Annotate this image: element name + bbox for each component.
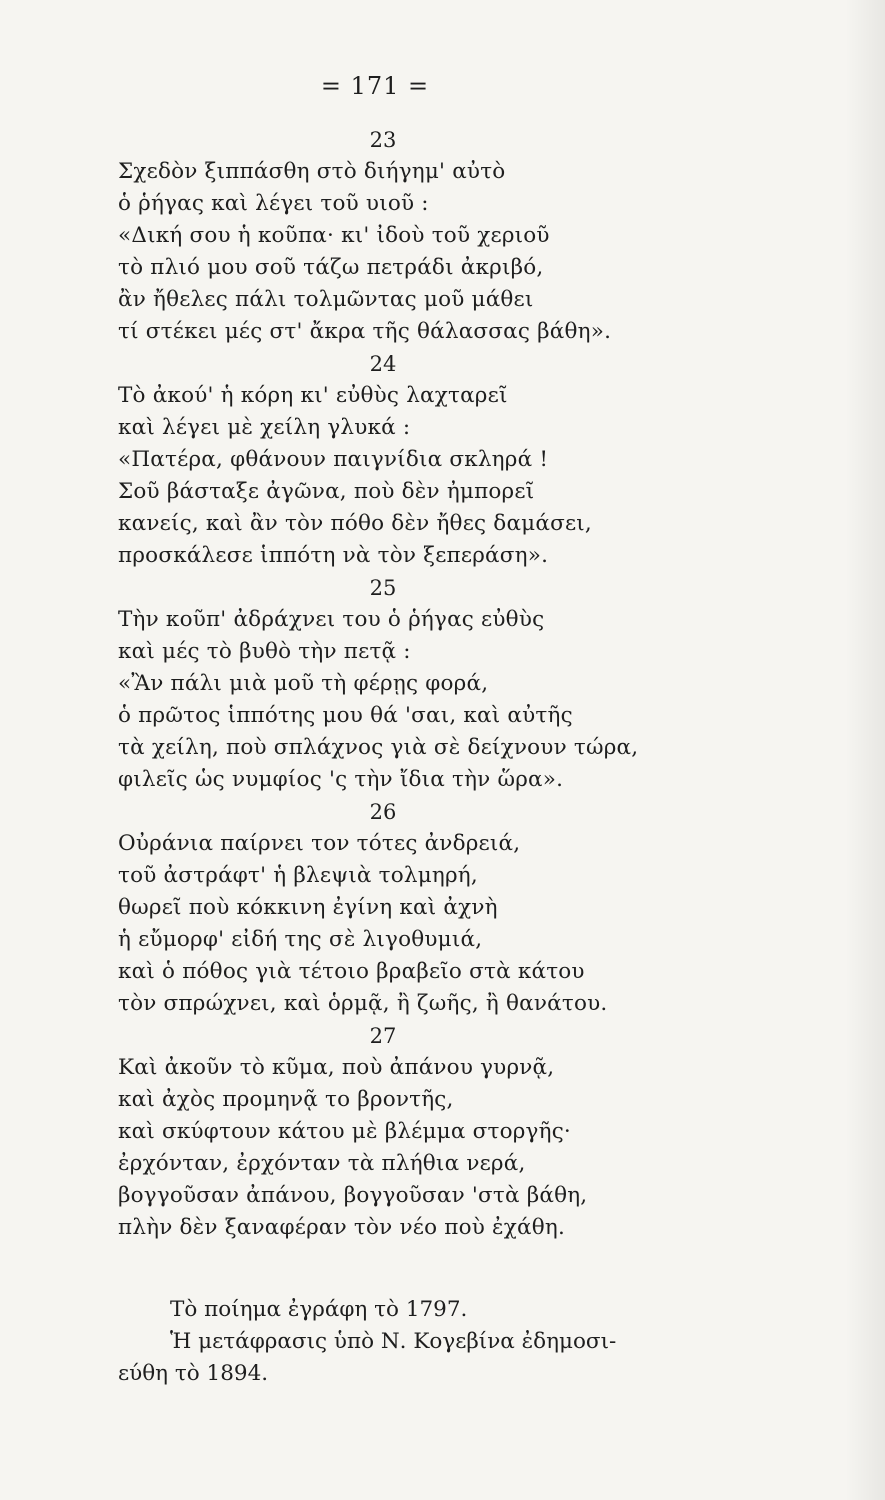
stanza-number: 27 [369, 1024, 397, 1048]
verse-line: «Δική σου ἡ κοῦπα· κι' ἰδοὺ τοῦ χεριοῦ [118, 223, 550, 248]
stanza-25 [118, 572, 718, 796]
note-line: Ἡ μετάφρασις ὑπὸ Ν. Κογεβίνα ἐδημοσι- [170, 1329, 617, 1354]
stanza-27 [118, 1020, 718, 1244]
verse-line: πλὴν δὲν ξαναφέραν τὸν νέο ποὺ ἐχάθη. [118, 1215, 565, 1240]
verse-line: θωρεῖ ποὺ κόκκινη ἐγίνη καὶ ἀχνὴ [118, 895, 498, 920]
poem-body [118, 124, 718, 1244]
footnote-block [118, 1294, 678, 1390]
verse-line: καὶ ἀχὸς προμηνᾷ το βροντῆς, [118, 1087, 454, 1112]
note-line: εύθη τὸ 1894. [118, 1361, 269, 1386]
verse-line: Οὐράνια παίρνει τον τότες ἀνδρειά, [118, 831, 521, 856]
page-number: = 171 = [320, 72, 430, 100]
stanza-23 [118, 124, 718, 348]
note-line: Τὸ ποίημα ἐγράφη τὸ 1797. [170, 1297, 468, 1322]
verse-line: καὶ ὁ πόθος γιὰ τέτοιο βραβεῖο στὰ κάτου [118, 959, 585, 984]
verse-line: φιλεῖς ὡς νυμφίος 'ς τὴν ἴδια τὴν ὥρα». [118, 767, 564, 792]
page-edge-shadow [845, 0, 885, 1500]
verse-line: τὸν σπρώχνει, καὶ ὁρμᾷ, ἢ ζωῆς, ἢ θανάτου. [118, 991, 608, 1016]
stanza-number: 23 [369, 128, 397, 152]
verse-line: καὶ λέγει μὲ χείλη γλυκά : [118, 415, 411, 440]
stanza-24 [118, 348, 718, 572]
verse-line: βογγοῦσαν ἀπάνου, βογγοῦσαν 'στὰ βάθη, [118, 1183, 588, 1208]
verse-line: «Πατέρα, φθάνουν παιγνίδια σκληρά ! [118, 447, 549, 472]
verse-line: Σοῦ βάσταξε ἀγῶνα, ποὺ δὲν ἠμπορεῖ [118, 479, 535, 504]
verse-line: Καὶ ἀκοῦν τὸ κῦμα, ποὺ ἀπάνου γυρνᾷ, [118, 1055, 555, 1080]
verse-line: Τὴν κοῦπ' ἀδράχνει του ὁ ῥήγας εὐθὺς [118, 607, 545, 632]
verse-line: τοῦ ἀστράφτ' ἡ βλεψιὰ τολμηρή, [118, 863, 478, 888]
verse-line: ἐρχόνταν, ἐρχόνταν τὰ πλήθια νερά, [118, 1151, 526, 1176]
verse-line: ἂν ἤθελες πάλι τολμῶντας μοῦ μάθει [118, 287, 534, 312]
verse-line: προσκάλεσε ἱππότη νὰ τὸν ξεπεράση». [118, 543, 549, 568]
verse-line: ὁ πρῶτος ἱππότης μου θά 'σαι, καὶ αὐτῆς [118, 703, 573, 728]
stanza-number: 26 [369, 800, 397, 824]
verse-line: κανείς, καὶ ἂν τὸν πόθο δὲν ἤθες δαμάσει, [118, 511, 592, 536]
verse-line: τὰ χείλη, ποὺ σπλάχνος γιὰ σὲ δείχνουν τώρα, [118, 735, 639, 760]
stanza-number: 25 [369, 576, 397, 600]
verse-line: «Ἂν πάλι μιὰ μοῦ τὴ φέρῃς φορά, [118, 671, 489, 696]
verse-line: Σχεδὸν ξιππάσθη στὸ διήγημ' αὐτὸ [118, 159, 506, 184]
verse-line: τὸ πλιό μου σοῦ τάζω πετράδι ἀκριβό, [118, 255, 544, 280]
verse-line: καὶ μές τὸ βυθὸ τὴν πετᾷ : [118, 639, 411, 664]
verse-line: ὁ ῥήγας καὶ λέγει τοῦ υιοῦ : [118, 191, 429, 216]
stanza-number: 24 [369, 352, 397, 376]
verse-line: Τὸ ἀκού' ἡ κόρη κι' εὐθὺς λαχταρεῖ [118, 383, 508, 408]
verse-line: τί στέκει μές στ' ἄκρα τῆς θάλασσας βάθη». [118, 319, 612, 344]
verse-line: ἡ εὔμορφ' εἰδή της σὲ λιγοθυμιά, [118, 927, 483, 952]
stanza-26 [118, 796, 718, 1020]
verse-line: καὶ σκύφτουν κάτου μὲ βλέμμα στοργῆς· [118, 1119, 571, 1144]
